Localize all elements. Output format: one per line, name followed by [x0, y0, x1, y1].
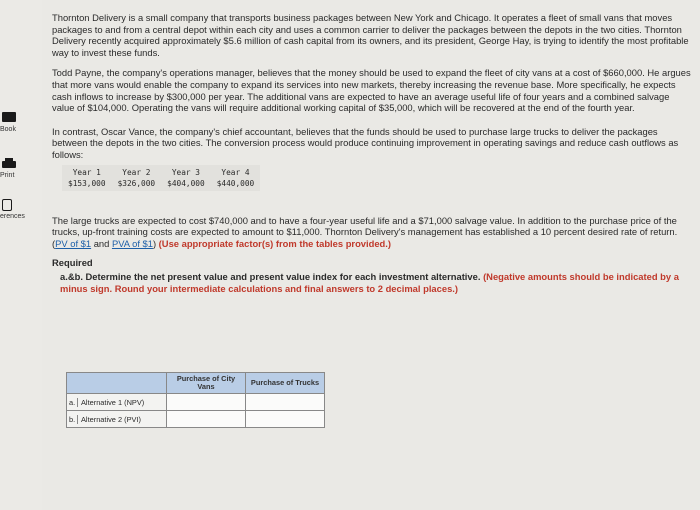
sidebar-item-book[interactable] [0, 112, 42, 138]
references-icon [2, 199, 12, 211]
and-text: and [91, 237, 112, 249]
task-text: a.&b. Determine the net present value and present value index for each investment alternative. [60, 270, 484, 282]
row-letter: a. [69, 398, 78, 407]
required-heading: Required [52, 257, 93, 269]
answer-row-npv [67, 394, 325, 411]
print-icon [2, 158, 14, 170]
sidebar-item-label: Print [0, 172, 15, 179]
npv-trucks-input[interactable] [247, 396, 323, 409]
sidebar [0, 0, 42, 510]
trucks-paragraph [52, 215, 692, 250]
row-label-text: Alternative 1 (NPV) [81, 397, 145, 407]
row-label-text: Alternative 2 (PVI) [81, 414, 141, 424]
row-label [67, 411, 167, 428]
pva-of-1-link[interactable]: PVA of $1 [111, 237, 153, 249]
pv-of-1-link[interactable]: PV of $1 [55, 237, 92, 249]
answer-cell [167, 411, 246, 428]
cash-flow-value: $440,000 [216, 178, 255, 188]
trucks-text: The large trucks are expected to cost $740,000 and to have a four-year useful life and a $71,000 salvage value. In addition to the purchase price of the trucks, up-front training costs are expected to amount to $11,000. Thornton Delivery's management has established a 10 percent desired rate of return. ( [52, 214, 678, 249]
sidebar-item-label: Book [0, 126, 16, 133]
cash-flow-value: $404,000 [167, 178, 205, 188]
answer-row-pvi [67, 411, 325, 428]
cash-flow-value: $153,000 [68, 178, 106, 188]
year-header: Year 4 [221, 167, 250, 177]
answer-cell [246, 411, 325, 428]
factors-note: (Use appropriate factor(s) from the tables provided.) [156, 237, 392, 249]
pvi-city-vans-input[interactable] [168, 413, 244, 426]
chief-accountant-paragraph: In contrast, Oscar Vance, the company's chief accountant, believes that the funds should be used to purchase large trucks to deliver the packages between the depots in the two cities. The conversion process would produce continuing improvement in operating savings and reduce cash outflows as follows: [52, 125, 679, 160]
sidebar-item-references[interactable] [0, 199, 42, 225]
cash-flow-table [62, 165, 260, 191]
answer-table-corner [67, 373, 167, 394]
sidebar-item-label: erences [0, 213, 25, 220]
npv-city-vans-input[interactable] [168, 396, 244, 409]
close-paren: ) [152, 237, 157, 249]
answer-cell [246, 394, 325, 411]
problem-content [52, 12, 692, 294]
answer-cell [167, 394, 246, 411]
operations-manager-paragraph: Todd Payne, the company's operations manager, believes that the money should be used to expand the fleet of city vans at a cost of $660,000. He argues that more vans would enable the company to expand its services into new markets, thereby increasing the revenue base. More specifically, he expects cash inflows to increase by $300,000 per year. The additional vans are expected to have an average useful life of four years and a combined salvage value of $104,000. Operating the vans will require additional working capital of $35,000, which will be recovered at the end of the fourth year. [52, 67, 691, 114]
pvi-trucks-input[interactable] [247, 413, 323, 426]
year-header: Year 3 [171, 167, 200, 177]
row-label [67, 394, 167, 411]
row-letter: b. [69, 415, 78, 424]
task-note: (Negative amounts should be indicated by a minus sign. Round your intermediate calculations and final answers to 2 decimal places.) [60, 270, 679, 294]
cash-flow-value: $326,000 [117, 178, 156, 188]
answer-table-header [67, 373, 325, 394]
column-header-trucks: Purchase of Trucks [246, 373, 325, 394]
year-header: Year 1 [72, 167, 101, 177]
problem-intro-paragraph: Thornton Delivery is a small company that transports business packages between New York and Chicago. It operates a fleet of small vans that moves packages to and from a central depot within each city and uses a common carrier to deliver the packages between the depots in the two cities. Thornton Delivery recently acquired approximately $5.6 million of cash capital from its owners, and its president, George Hay, is trying to identify the most profitable way to invest these funds. [52, 12, 689, 58]
answer-table [66, 372, 325, 428]
cash-flow-year-row [62, 165, 260, 178]
year-header: Year 2 [122, 167, 151, 177]
cash-flow-value-row [62, 178, 260, 191]
column-header-city-vans: Purchase of City Vans [167, 373, 246, 394]
task-instructions [60, 271, 692, 294]
book-icon [2, 112, 16, 122]
sidebar-item-print[interactable] [0, 158, 42, 184]
